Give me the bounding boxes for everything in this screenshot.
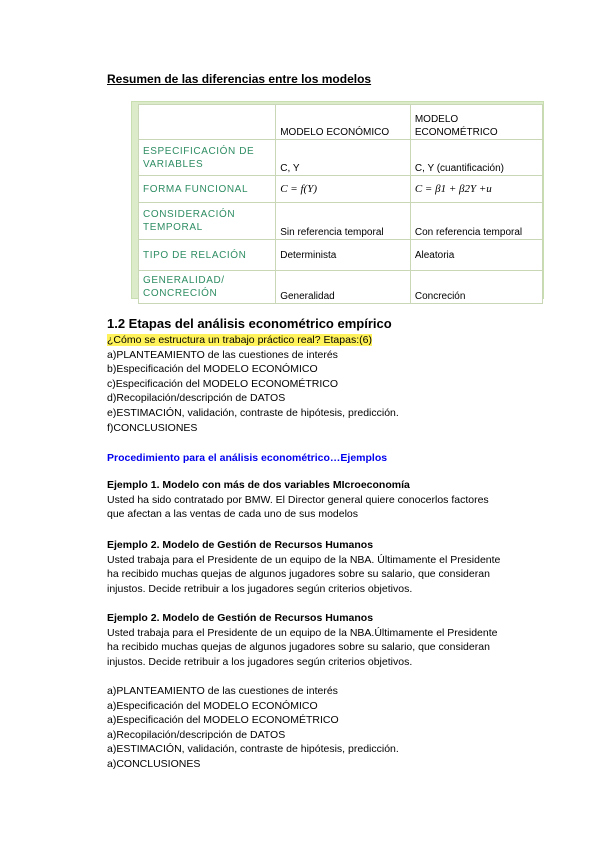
table-row xyxy=(139,240,543,271)
example-line: Usted trabaja para el Presidente de un equipo de la NBA. Últimamente el Presidente xyxy=(107,553,501,566)
example-title: Ejemplo 2. Modelo de Gestión de Recursos Humanos xyxy=(107,612,374,624)
final-steps-list xyxy=(107,684,399,772)
example-line: ha recibido muchas quejas de algunos jugadores sobre su salario, que consideran xyxy=(107,641,490,654)
table-header-cell: MODELO ECONOMÉTRICO xyxy=(410,105,542,140)
example-block xyxy=(107,538,500,596)
list-item: a)Recopilación/descripción de DATOS xyxy=(107,728,286,741)
cell-econometric: Aleatoria xyxy=(410,240,542,271)
example-line: injustos. Decide retribuir a los jugadores según criterios objetivos. xyxy=(107,655,413,668)
list-item: a)PLANTEAMIENTO de las cuestiones de interés xyxy=(107,685,338,697)
cell-economic: Sin referencia temporal xyxy=(276,203,411,240)
list-item: e)ESTIMACIÓN, validación, contraste de hipótesis, predicción. xyxy=(107,406,399,419)
table-row xyxy=(139,203,543,240)
stages-list xyxy=(107,333,399,435)
list-item: a)Especificación del MODELO ECONOMÉTRICO xyxy=(107,714,339,727)
cell-econometric: C, Y (cuantificación) xyxy=(410,140,542,176)
procedure-title: Procedimiento para el análisis econométrico…Ejemplos xyxy=(107,452,388,464)
section-heading: 1.2 Etapas del análisis econométrico empírico xyxy=(107,316,392,331)
comparison-table xyxy=(131,101,544,302)
example-line: injustos. Decide retribuir a los jugadores según criterios objetivos. xyxy=(107,582,413,595)
example-line: que afectan a las ventas de cada uno de sus modelos xyxy=(107,508,359,521)
list-item: b)Especificación del MODELO ECONÓMICO xyxy=(107,363,318,376)
row-label: GENERALIDAD/ CONCRECIÓN xyxy=(139,271,276,304)
table-row xyxy=(139,140,543,176)
example-title: Ejemplo 2. Modelo de Gestión de Recursos Humanos xyxy=(107,539,374,551)
table-header-cell: MODELO ECONÓMICO xyxy=(276,105,411,140)
cell-economic: Generalidad xyxy=(276,271,411,304)
list-item: d)Recopilación/descripción de DATOS xyxy=(107,392,286,405)
table-row xyxy=(139,271,543,304)
page-title: Resumen de las diferencias entre los modelos xyxy=(107,72,372,86)
table-header-row xyxy=(139,105,543,140)
cell-econometric: C = β1 + β2Y +u xyxy=(410,176,542,203)
list-item: f)CONCLUSIONES xyxy=(107,421,198,434)
cell-economic: Determinista xyxy=(276,240,411,271)
cell-economic: C, Y xyxy=(276,140,411,176)
cell-econometric: Concreción xyxy=(410,271,542,304)
table-header-cell xyxy=(139,105,276,140)
row-label: ESPECIFICACIÓN DE VARIABLES xyxy=(139,140,276,176)
list-item: a)ESTIMACIÓN, validación, contraste de hipótesis, predicción. xyxy=(107,743,399,756)
cell-economic: C = f(Y) xyxy=(276,176,411,203)
row-label: TIPO DE RELACIÓN xyxy=(139,240,276,271)
example-line: Usted trabaja para el Presidente de un equipo de la NBA.Últimamente el Presidente xyxy=(107,626,498,639)
example-block xyxy=(107,478,489,522)
list-item: a)Especificación del MODELO ECONÓMICO xyxy=(107,699,318,712)
example-block xyxy=(107,611,497,669)
table-row xyxy=(139,176,543,203)
row-label: CONSIDERACIÓN TEMPORAL xyxy=(139,203,276,240)
stages-question: ¿Cómo se estructura un trabajo práctico real? Etapas:(6) xyxy=(107,334,372,346)
example-title: Ejemplo 1. Modelo con más de dos variables MIcroeconomía xyxy=(107,479,410,491)
list-item: a)CONCLUSIONES xyxy=(107,757,201,770)
example-line: ha recibido muchas quejas de algunos jugadores sobre su salario, que consideran xyxy=(107,568,490,581)
cell-econometric: Con referencia temporal xyxy=(410,203,542,240)
list-item: c)Especificación del MODELO ECONOMÉTRICO xyxy=(107,377,339,390)
row-label: FORMA FUNCIONAL xyxy=(139,176,276,203)
example-line: Usted ha sido contratado por BMW. El Director general quiere conocerlos factores xyxy=(107,493,489,506)
list-item: a)PLANTEAMIENTO de las cuestiones de interés xyxy=(107,348,338,361)
